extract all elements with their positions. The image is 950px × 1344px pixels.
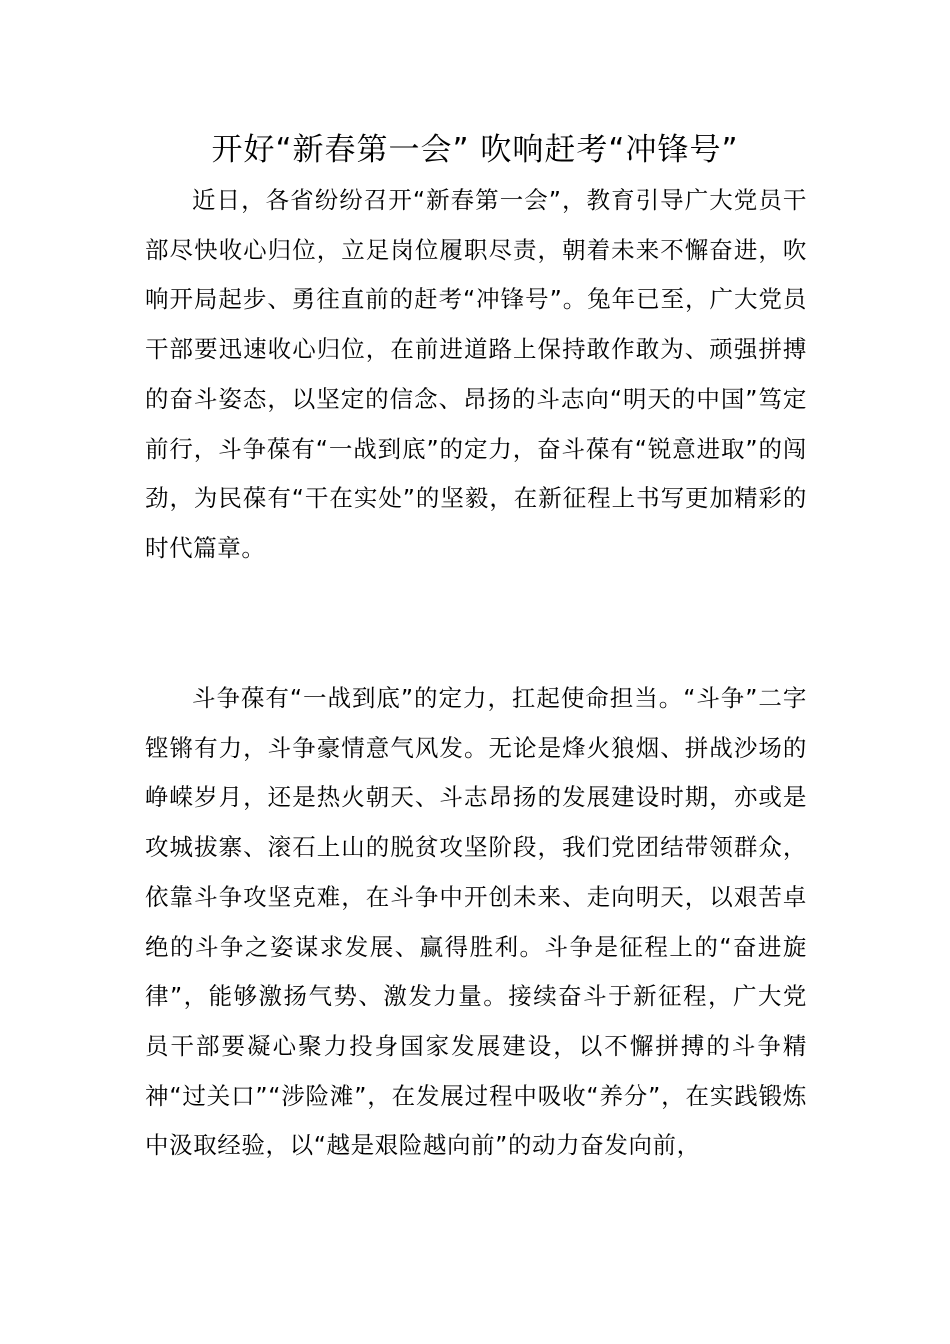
paragraph-intro: 近日，各省纷纷召开“新春第一会”，教育引导广大党员干部尽快收心归位，立足岗位履职尽责，朝着未来不懈奋进，吹响开局起步、勇往直前的赶考“冲锋号”。兔年已至，广大党员干部要迅速收心归位，在前进道路上保持敢作敢为、顽强拼搏的奋斗姿态，以坚定的信念、昂扬的斗志向“明天的中国”笃定前行，斗争葆有“一战到底”的定力，奋斗葆有“锐意进取”的闯劲，为民葆有“干在实处”的坚毅，在新征程上书写更加精彩的时代篇章。: [145, 186, 807, 562]
paragraph-struggle: 斗争葆有“一战到底”的定力，扛起使命担当。“斗争”二字铿锵有力，斗争豪情意气风发。无论是烽火狼烟、拼战沙场的峥嵘岁月，还是热火朝天、斗志昂扬的发展建设时期，亦或是攻城拔寨、滚石上山的脱贫攻坚阶段，我们党团结带领群众，依靠斗争攻坚克难，在斗争中开创未来、走向明天，以艰苦卓绝的斗争之姿谋求发展、赢得胜利。斗争是征程上的“奋进旋律”，能够激扬气势、激发力量。接续奋斗于新征程，广大党员干部要凝心聚力投身国家发展建设，以不懈拼搏的斗争精神“过关口”“涉险滩”，在发展过程中吸收“养分”，在实践锻炼中汲取经验，以“越是艰险越向前”的动力奋发向前，: [145, 684, 807, 1160]
document-title: 开好“新春第一会” 吹响赶考“冲锋号”: [211, 132, 739, 168]
